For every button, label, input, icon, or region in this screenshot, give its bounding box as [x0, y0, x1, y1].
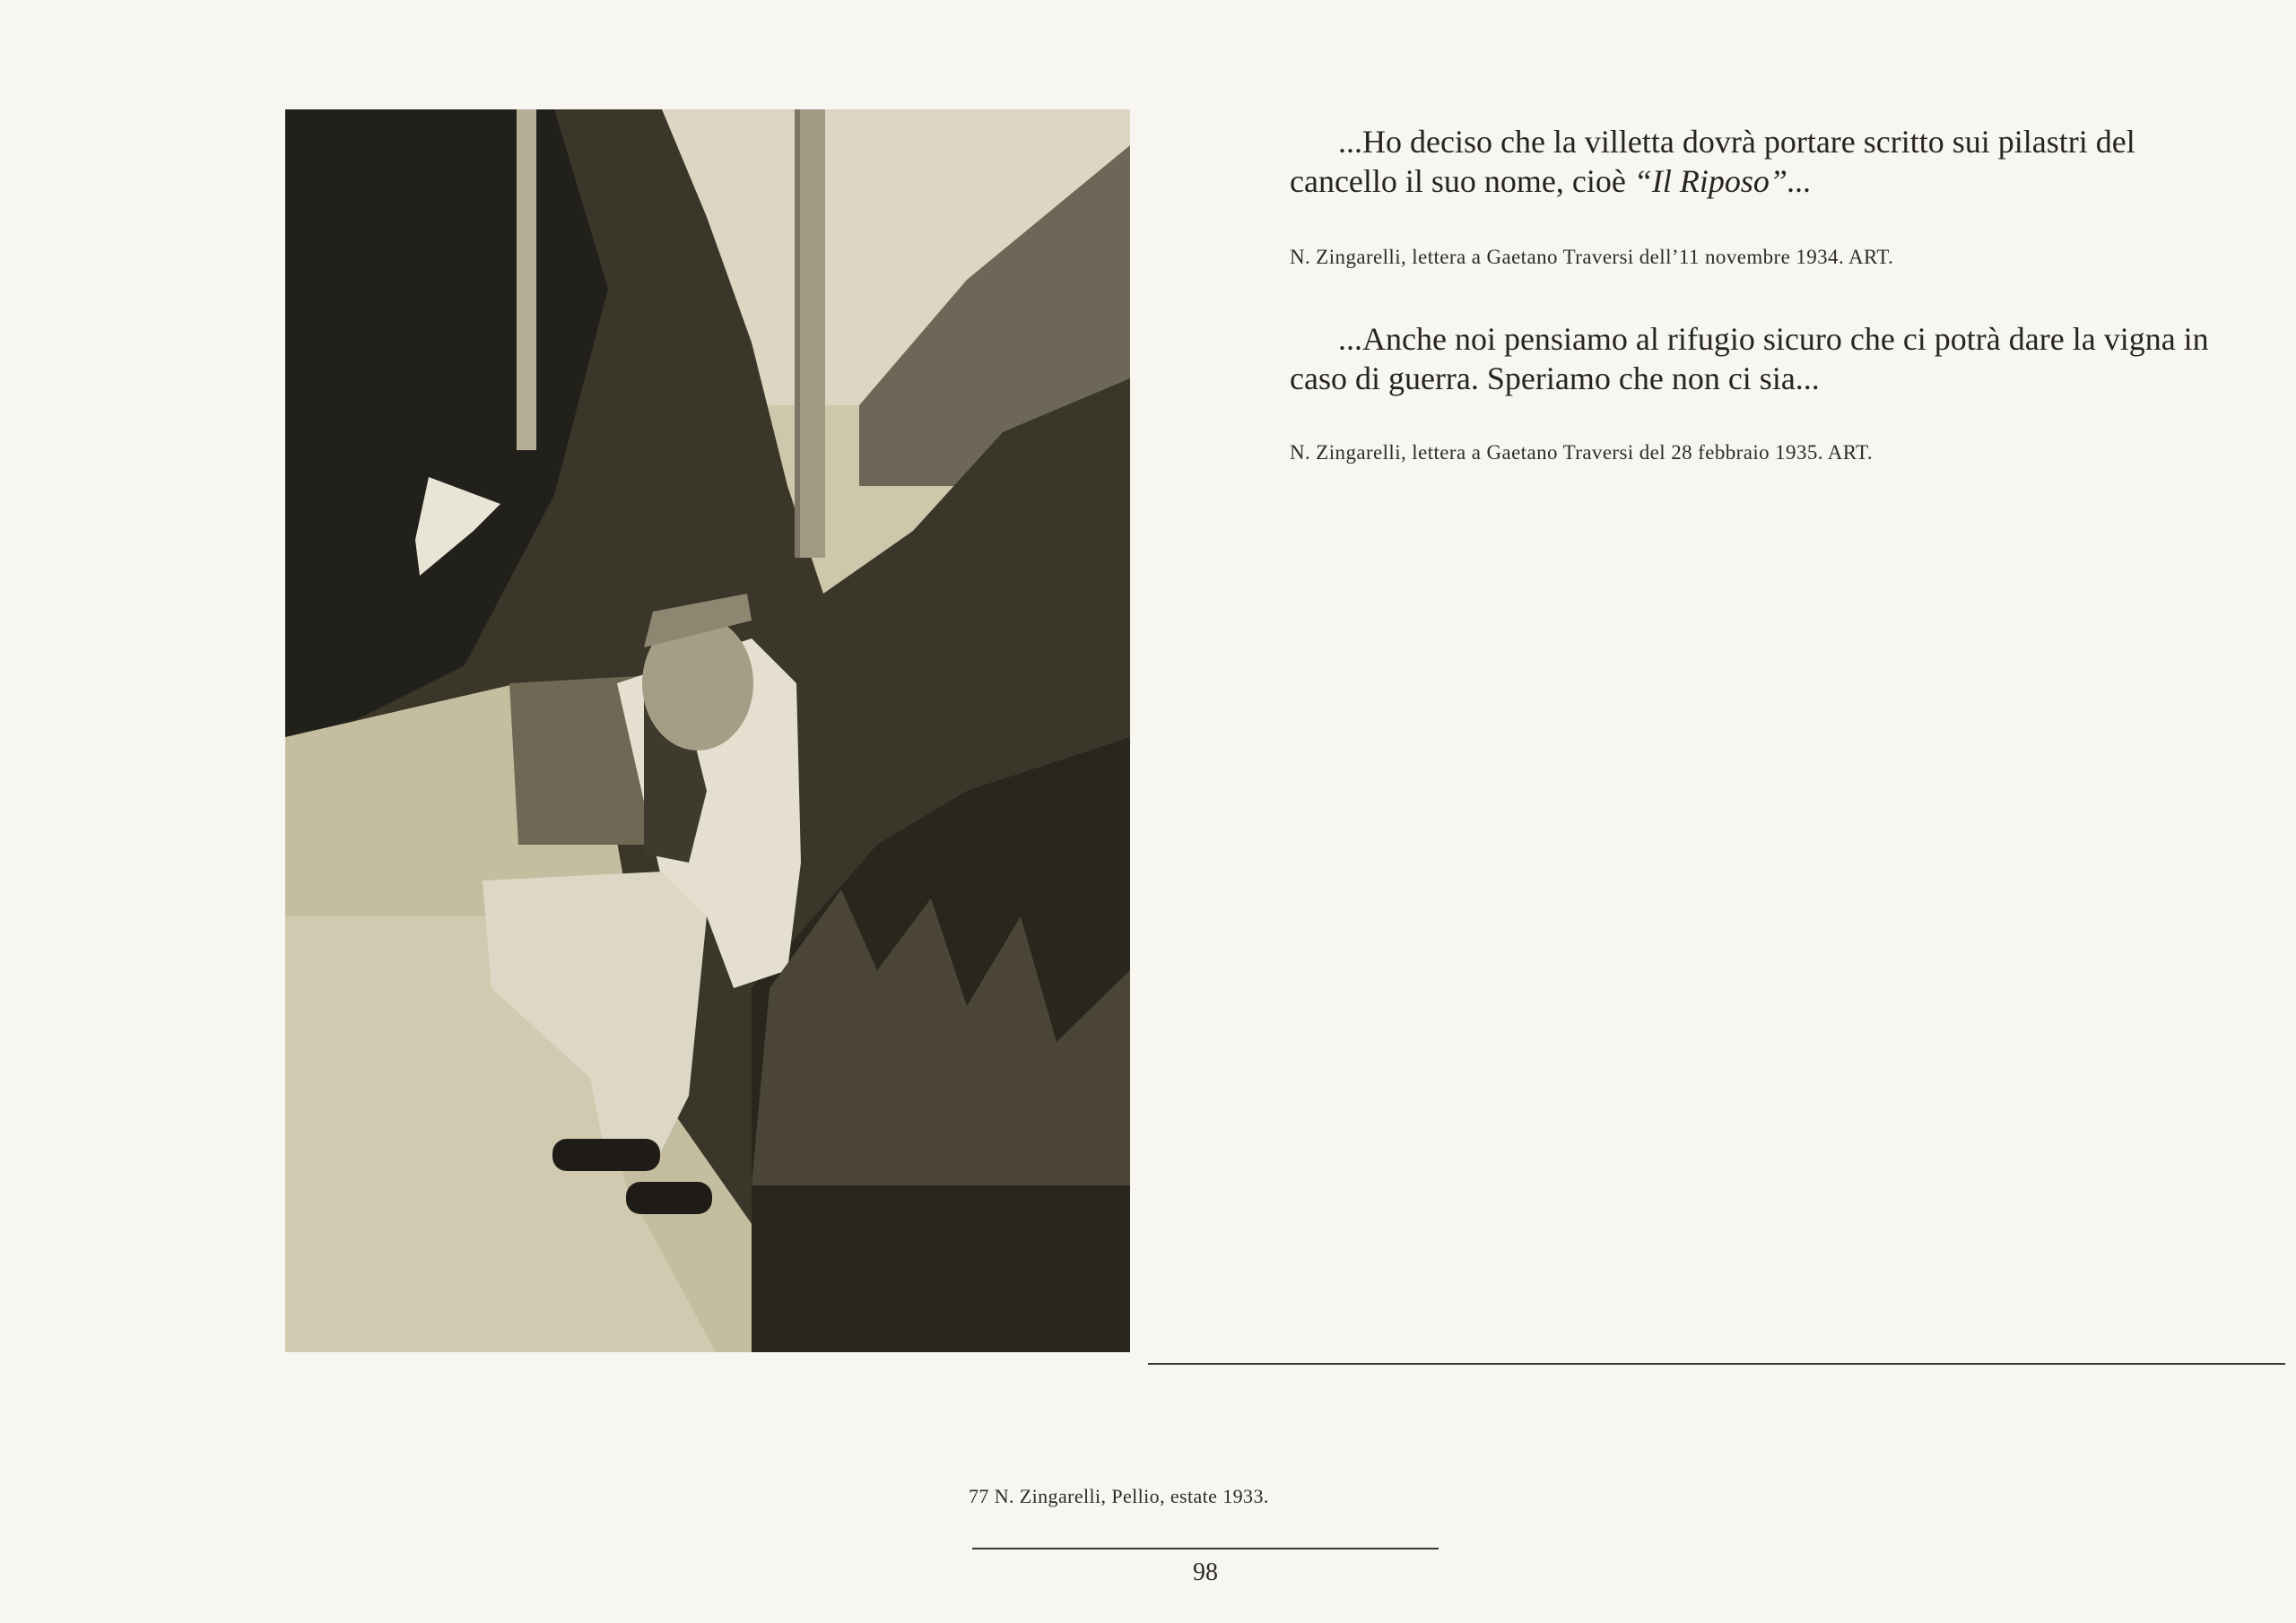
- garden-photograph: [285, 109, 1130, 1352]
- page-number-rule: [972, 1548, 1439, 1549]
- horizontal-rule: [1148, 1363, 2285, 1365]
- quote-source-1: N. Zingarelli, lettera a Gaetano Traversi dell’11 novembre 1934. ART.: [1290, 246, 1894, 268]
- figure-caption: 77 N. Zingarelli, Pellio, estate 1933.: [969, 1485, 1269, 1507]
- quote-italic-name: “Il Riposo”: [1633, 163, 1787, 199]
- quote-text: Ho deciso che la villetta dovrà portare scritto sui pilastri del cancello il suo nome, cioè: [1290, 124, 2135, 199]
- quote-ellipsis-lead: ...: [1338, 321, 1362, 357]
- quote-text: Anche noi pensiamo al rifugio sicuro che ci potrà dare la vigna in caso di guerra. Speriamo che non ci sia...: [1290, 321, 2209, 396]
- photograph-image: [285, 109, 1130, 1352]
- quote-rifugio: [1290, 319, 2240, 398]
- page-number: 98: [1193, 1558, 1218, 1586]
- quote-ellipsis-trail: ...: [1787, 163, 1812, 199]
- quote-source-2: N. Zingarelli, lettera a Gaetano Traversi del 28 febbraio 1935. ART.: [1290, 441, 1874, 464]
- quote-villetta: [1290, 122, 2240, 201]
- quote-ellipsis-lead: ...: [1338, 124, 1362, 160]
